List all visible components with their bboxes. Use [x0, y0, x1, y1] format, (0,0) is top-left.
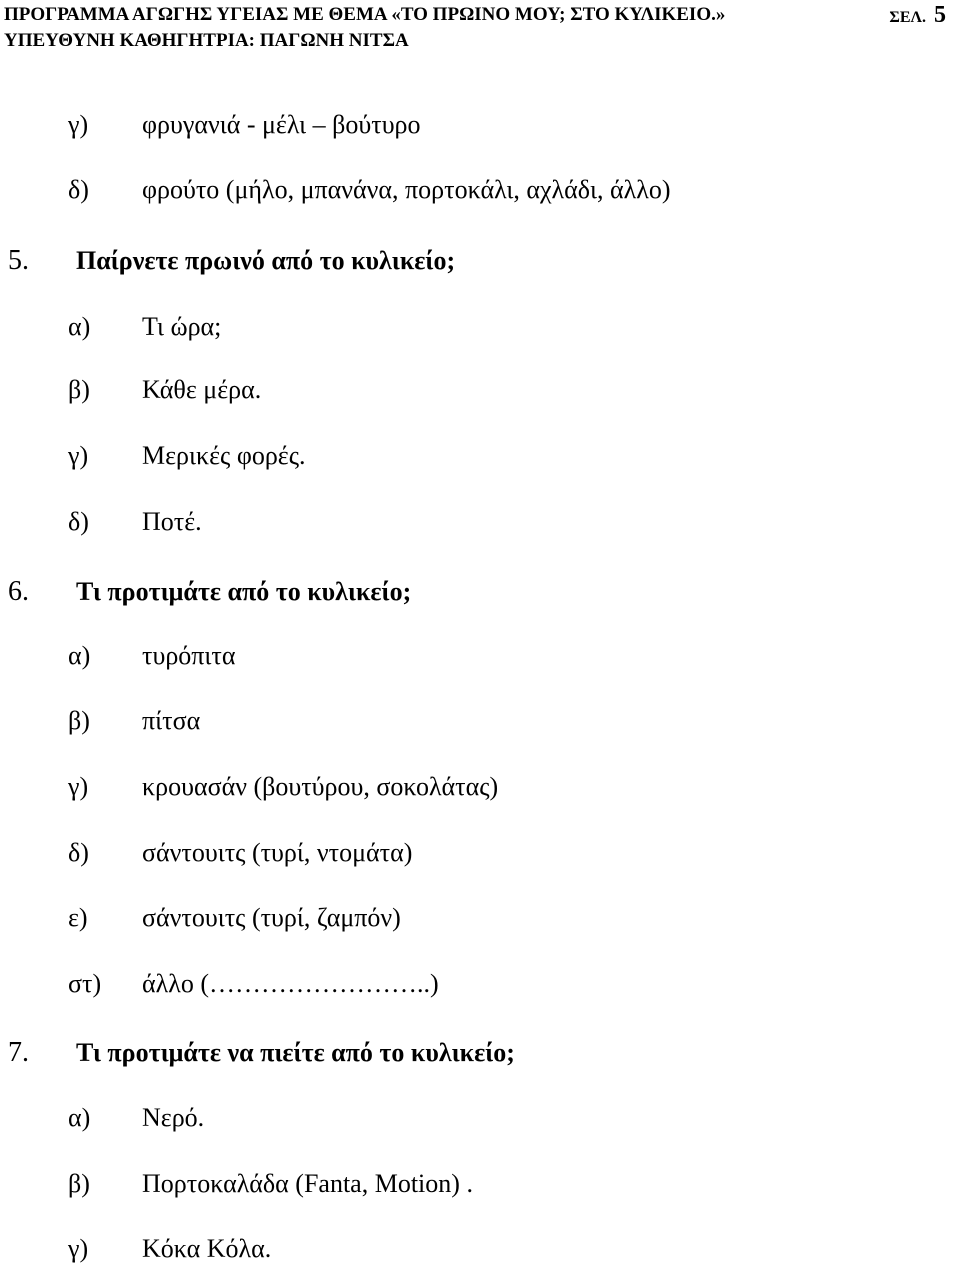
option-text: Κόκα Κόλα. [142, 1234, 272, 1263]
option-text: Τι ώρα; [142, 312, 222, 341]
page-label: ΣΕΛ. [889, 9, 926, 26]
question-text: Παίρνετε πρωινό από το κυλικείο; [76, 246, 456, 275]
question-number: 5. [8, 245, 29, 276]
option-letter: β) [68, 1169, 90, 1198]
document-title: ΠΡΟΓΡΑΜΜΑ ΑΓΩΓΗΣ ΥΓΕΙΑΣ ΜΕ ΘΕΜΑ «ΤΟ ΠΡΩΙΝΟ ΜΟΥ; ΣΤΟ ΚΥΛΙΚΕΙΟ.» [4, 4, 726, 25]
option-text: Μερικές φορές. [142, 441, 306, 470]
question-text: Τι προτιμάτε να πιείτε από το κυλικείο; [76, 1038, 515, 1067]
option-text: σάντουιτς (τυρί, ζαμπόν) [142, 903, 401, 932]
option-text: φρούτο (μήλο, μπανάνα, πορτοκάλι, αχλάδι, άλλο) [142, 175, 671, 204]
question-text: Τι προτιμάτε από το κυλικείο; [76, 577, 412, 606]
question-number: 7. [8, 1037, 29, 1068]
option-letter: δ) [68, 175, 89, 204]
option-letter: α) [68, 312, 91, 341]
option-letter: β) [68, 706, 90, 735]
option-text: Ποτέ. [142, 507, 202, 536]
option-letter: στ) [68, 969, 102, 998]
option-text: Κάθε μέρα. [142, 375, 262, 404]
option-letter: δ) [68, 507, 89, 536]
page-number: 5 [934, 2, 946, 28]
option-letter: γ) [68, 110, 89, 139]
option-text: άλλο (……………………..) [142, 969, 439, 998]
teacher-name: ΥΠΕΥΘΥΝΗ ΚΑΘΗΓΗΤΡΙΑ: ΠΑΓΩΝΗ ΝΙΤΣΑ [4, 30, 409, 51]
option-text: Πορτοκαλάδα (Fanta, Motion) . [142, 1169, 473, 1198]
page-header [4, 2, 956, 54]
option-text: τυρόπιτα [142, 641, 236, 670]
option-letter: γ) [68, 441, 89, 470]
question-number: 6. [8, 576, 29, 607]
option-letter: α) [68, 1103, 91, 1132]
option-letter: γ) [68, 772, 89, 801]
option-text: σάντουιτς (τυρί, ντομάτα) [142, 838, 413, 867]
option-letter: γ) [68, 1234, 89, 1263]
option-letter: β) [68, 375, 90, 404]
option-letter: α) [68, 641, 91, 670]
option-letter: δ) [68, 838, 89, 867]
option-letter: ε) [68, 903, 88, 932]
option-text: Νερό. [142, 1103, 205, 1132]
option-text: κρουασάν (βουτύρου, σοκολάτας) [142, 772, 499, 801]
option-text: πίτσα [142, 706, 201, 735]
option-text: φρυγανιά - μέλι – βούτυρο [142, 110, 421, 139]
page-number-block [889, 2, 946, 29]
